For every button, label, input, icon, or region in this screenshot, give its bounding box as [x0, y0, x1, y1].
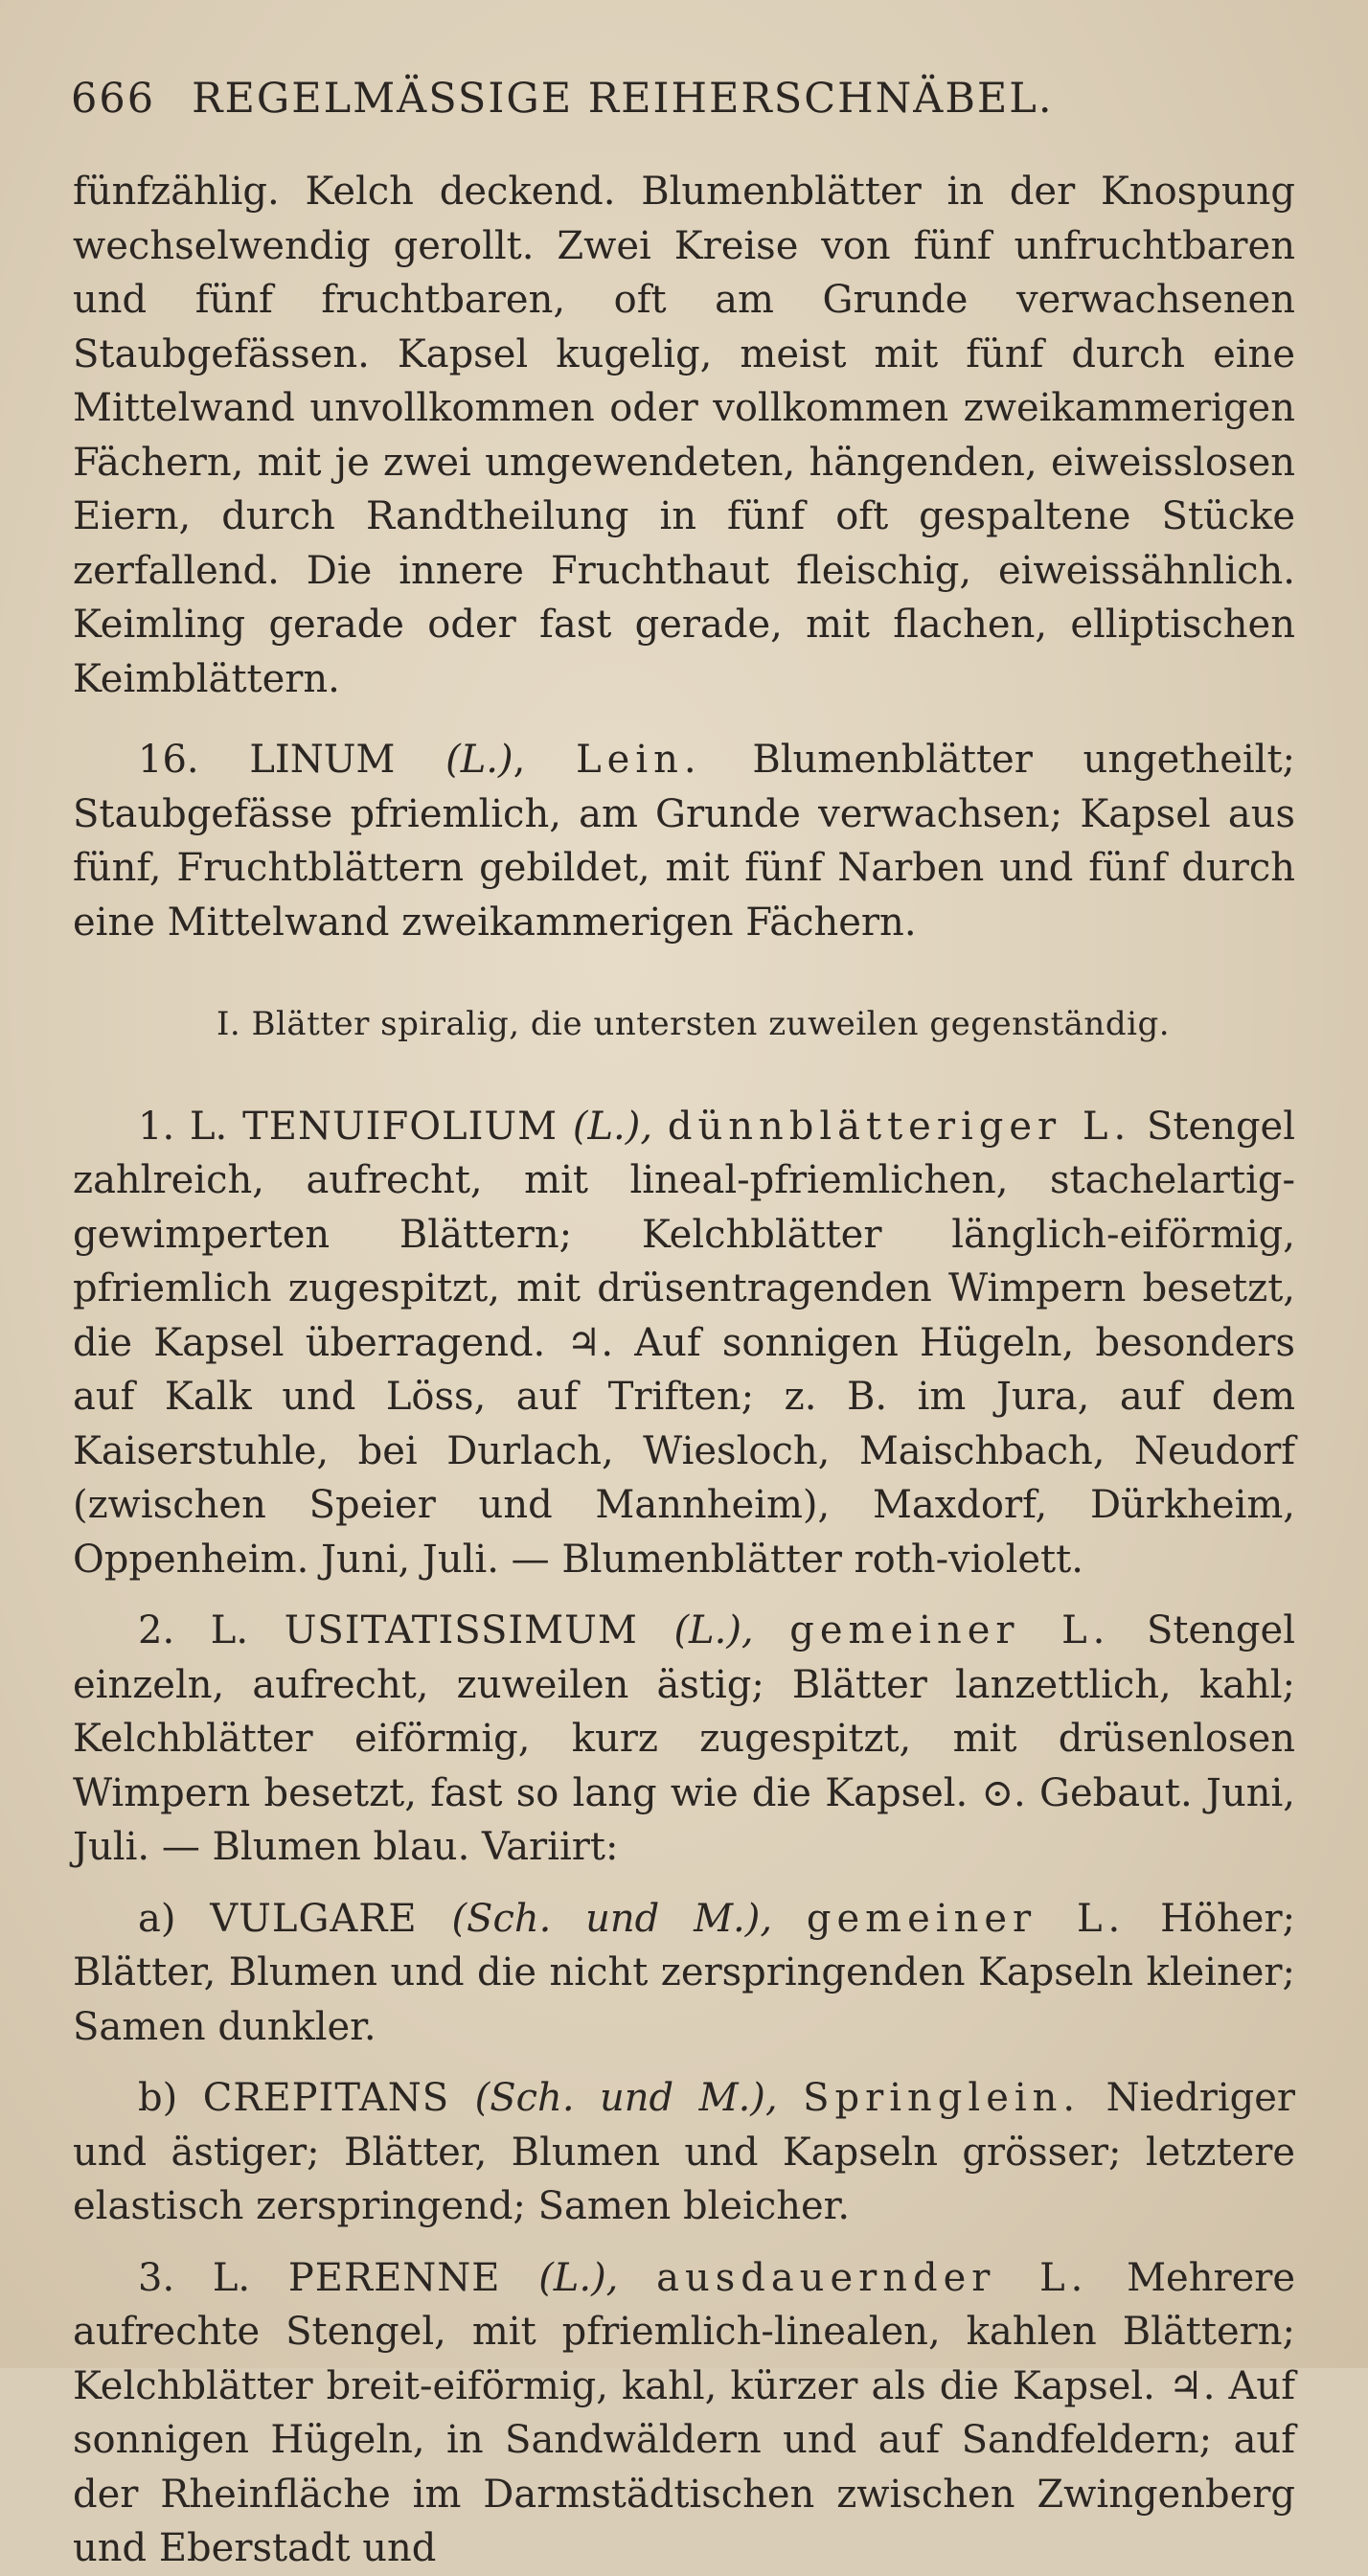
species-name: TENUIFOLIUM	[242, 1104, 559, 1149]
variety-letter: b)	[138, 2076, 178, 2120]
species-paragraph	[73, 1100, 1295, 1587]
variety-common-name: gemeiner L.	[806, 1896, 1127, 1941]
variety-author: (Sch. und M.),	[474, 2076, 778, 2120]
variety-description: Niedriger und ästiger; Blätter, Blumen und Kapseln grösser; letztere elastisch zerspringend; Samen bleicher.	[73, 2076, 1296, 2228]
variety-name: VULGARE	[210, 1896, 418, 1941]
species-author: (L.),	[673, 1608, 754, 1653]
species-name: PERENNE	[287, 2255, 501, 2300]
species-paragraph	[73, 1604, 1295, 1875]
variety-common-name: Springlein.	[803, 2076, 1082, 2120]
species-description: Stengel zahlreich, aufrecht, mit lineal-pfriemlichen, stachelartig-gewimperten Blättern; Kelchblätter länglich-eiförmig, pfriemlich zugespitzt, mit drüsentragenden Wimpern besetzt, die Kapsel überragend. ♃. Auf sonnigen Hügeln, besonders auf Kalk und Löss, auf Triften; z. B. im Jura, auf dem Kaiserstuhle, bei Durlach, Wiesloch, Maischbach, Neudorf (zwischen Speier und Mannheim), Maxdorf, Dürkheim, Oppenheim. Juni, Juli. — Blumenblätter roth-violett.	[73, 1104, 1296, 1582]
genus-paragraph: 16. LINUM (L.), Lein. Blumenblätter ungetheilt; Staubgefässe pfriemlich, am Grunde verwachsen; Kapsel aus fünf, Fruchtblättern gebildet, mit fünf Narben und fünf durch eine Mittelwand zweikammerigen Fächern.	[73, 738, 1296, 945]
species-number: 3. L.	[138, 2255, 251, 2300]
page-number: 666	[71, 75, 156, 123]
variety-paragraph	[73, 2071, 1295, 2234]
genus-author: (L.)	[445, 738, 513, 782]
species-name: USITATISSIMUM	[284, 1608, 638, 1653]
section-heading: I. Blätter spiralig, die untersten zuweilen gegenständig.	[217, 1005, 1171, 1043]
running-title: REGELMÄSSIGE REIHERSCHNÄBEL.	[192, 75, 1054, 123]
species-common-name: dünnblätteriger L.	[667, 1104, 1132, 1149]
variety-paragraph	[73, 1892, 1295, 2055]
page-body	[73, 165, 1295, 2576]
species-paragraph	[73, 2251, 1295, 2576]
variety-description: Höher; Blätter, Blumen und die nicht zerspringenden Kapseln kleiner; Samen dunkler.	[73, 1896, 1296, 2049]
species-author: (L.),	[572, 1104, 653, 1149]
genus-common-name: Lein.	[576, 738, 702, 782]
intro-paragraph: fünfzählig. Kelch deckend. Blumenblätter in der Knospung wechselwendig gerollt. Zwei Kreise von fünf unfruchtbaren und fünf fruchtbaren, oft am Grunde verwachsenen Staubgefässen. Kapsel kugelig, meist mit fünf durch eine Mittelwand unvollkommen oder vollkommen zweikammerigen Fächern, mit je zwei umgewendeten, hängenden, eiweisslosen Eiern, durch Randtheilung in fünf oft gespaltene Stücke zerfallend. Die innere Fruchthaut fleischig, eiweissähnlich. Keimling gerade oder fast gerade, mit flachen, elliptischen Keimblättern.	[73, 170, 1295, 701]
genus-name: LINUM	[249, 738, 396, 782]
species-description: Mehrere aufrechte Stengel, mit pfriemlich-linealen, kahlen Blättern; Kelchblätter breit-eiförmig, kahl, kürzer als die Kapsel. ♃. Auf sonnigen Hügeln, in Sandwäldern und auf Sandfeldern; auf der Rheinfläche im Darmstädtischen zwischen Zwingenberg und Eberstadt und	[73, 2255, 1296, 2570]
species-common-name: gemeiner L.	[789, 1608, 1111, 1653]
variety-name: CREPITANS	[202, 2076, 450, 2120]
species-author: (L.),	[538, 2255, 619, 2300]
genus-number: 16.	[138, 738, 199, 782]
variety-letter: a)	[138, 1896, 176, 1941]
genus-description: Blumenblätter ungetheilt; Staubgefässe pfriemlich, am Grunde verwachsen; Kapsel aus fünf, Fruchtblättern gebildet, mit fünf Narben und fünf durch eine Mittelwand zweikammerigen Fächern.	[73, 738, 1296, 945]
species-number: 1. L.	[138, 1104, 228, 1149]
running-header	[71, 75, 1307, 123]
species-description: Stengel einzeln, aufrecht, zuweilen ästig; Blätter lanzettlich, kahl; Kelchblätter eiförmig, kurz zugespitzt, mit drüsenlosen Wimpern besetzt, fast so lang wie die Kapsel. ⊙. Gebaut. Juni, Juli. — Blumen blau. Variirt:	[73, 1608, 1295, 1869]
species-number: 2. L.	[138, 1608, 249, 1653]
species-common-name: ausdauernder L.	[656, 2255, 1089, 2300]
variety-author: (Sch. und M.),	[451, 1896, 773, 1941]
